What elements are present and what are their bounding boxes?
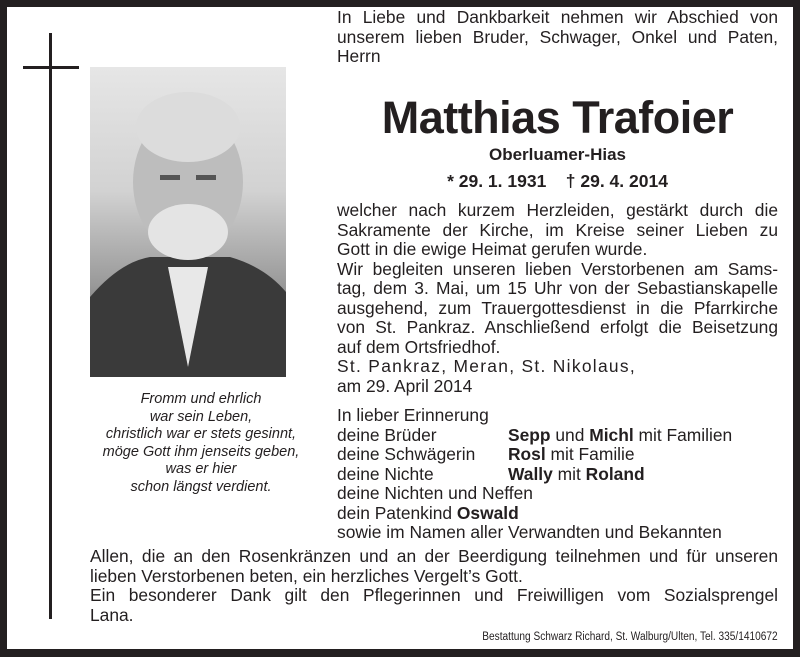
mourner-row <box>337 445 778 465</box>
deceased-name: Matthias Trafoier <box>381 92 734 143</box>
place-date <box>337 357 778 396</box>
funeral-home-footer: Bestattung Schwarz Richard, St. Walburg/Ulten, Tel. 335/1410672 <box>482 631 778 643</box>
mourner-row: deine Nichten und Neffen <box>337 483 533 503</box>
relation: deine Nichte <box>337 463 434 484</box>
nickname: Oberluamer-Hias <box>489 145 626 164</box>
poem-line: was er hier <box>165 461 237 477</box>
text-line: lieben Verstorbenen beten, ein herzliches Vergelt’s Gott. <box>90 565 523 586</box>
mourner-row: sowie im Namen aller Verwandten und Bekannten <box>337 522 722 542</box>
intro-text <box>337 8 778 67</box>
poem-line: möge Gott ihm jenseits geben, <box>102 443 300 460</box>
mourner-name: Rosl <box>508 444 546 464</box>
mourners <box>337 406 778 543</box>
life-dates: * 29. 1. 1931 † 29. 4. 2014 <box>447 171 668 191</box>
text-line: Lana. <box>90 604 134 625</box>
cross-icon <box>49 33 52 619</box>
connector: mit <box>552 463 586 484</box>
text-line: tag, dem 3. Mai, um 15 Uhr von der Sebastianskapelle <box>337 278 778 298</box>
text-line: von St. Pankraz. Anschließend erfolgt die Beisetzung <box>337 317 778 337</box>
mourner-row <box>337 504 778 524</box>
text-line: unserem lieben Bruder, Schwager, Onkel und Paten, <box>337 26 778 47</box>
portrait-photo <box>90 67 286 377</box>
poem-line: war sein Leben, <box>149 408 253 425</box>
thanks-text <box>90 547 778 625</box>
text-line: Sakramente der Kirche, im Kreise seiner Lieben zu <box>337 219 778 240</box>
mourner-name: Roland <box>585 463 645 484</box>
connector: mit Familie <box>545 444 635 464</box>
mourners-intro: In lieber Erinnerung <box>337 405 489 425</box>
text-line: Ein besonderer Dank gilt den Pflegerinnen und Freiwilligen vom Sozialsprengel <box>90 585 778 605</box>
poem-line: schon längst verdient. <box>130 478 272 495</box>
poem <box>90 391 312 496</box>
relation: dein Patenkind <box>337 502 457 523</box>
relation: deine Brüder <box>337 424 437 445</box>
text-line: Wir begleiten unseren lieben Verstorbenen am Sams- <box>337 258 778 279</box>
mourner-name: Sepp <box>508 424 551 445</box>
relation: deine Schwägerin <box>337 444 476 464</box>
text-line: welcher nach kurzem Herzleiden, gestärkt durch die <box>337 200 778 220</box>
text-line: Allen, die an den Rosenkränzen und an der Beerdigung teilnehmen und für unseren <box>90 546 778 566</box>
mourner-row <box>337 426 778 446</box>
text-line: ausgehend, zum Trauergottesdienst in die Pfarrkirche <box>337 297 778 318</box>
connector: und <box>550 424 590 445</box>
place: St. Pankraz, Meran, St. Nikolaus, <box>337 356 637 376</box>
date: am 29. April 2014 <box>337 375 473 396</box>
text-line: Gott in die ewige Heimat gerufen wurde. <box>337 239 648 259</box>
text-line: In Liebe und Dankbarkeit nehmen wir Abschied von <box>337 7 778 27</box>
poem-line: Fromm und ehrlich <box>140 391 262 407</box>
text-line: auf dem Ortsfriedhof. <box>337 336 501 357</box>
poem-line: christlich war er stets gesinnt, <box>105 426 297 442</box>
connector: mit Familien <box>633 424 733 445</box>
text-line: Herrn <box>337 46 381 66</box>
mourner-name: Michl <box>589 424 634 445</box>
mourner-name: Wally <box>508 463 553 484</box>
cross-icon-bar <box>23 66 79 69</box>
mourner-row <box>337 465 778 485</box>
mourner-name: Oswald <box>456 502 519 523</box>
body-text <box>337 201 778 357</box>
